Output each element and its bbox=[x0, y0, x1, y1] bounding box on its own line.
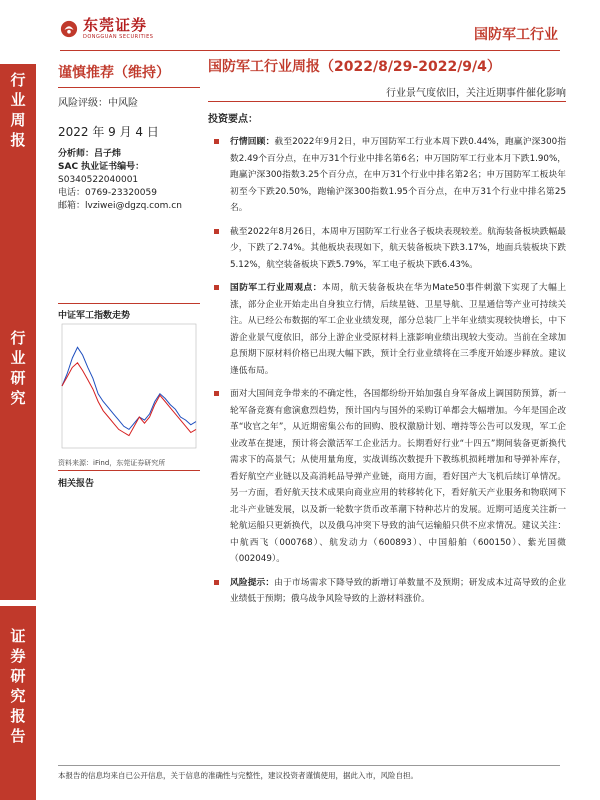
paragraph-text: 由于市场需求下降导致的新增订单数量不及预期；研发成本过高导致的企业业绩低于预期；俄乌战争风险导致的上游材料涨价。 bbox=[230, 577, 567, 604]
sidebar-char: 业 bbox=[10, 349, 26, 367]
key-points-heading: 投资要点： bbox=[208, 114, 258, 125]
chart-title: 中证军工指数走势 bbox=[58, 303, 200, 321]
subtitle-divider bbox=[208, 101, 566, 102]
bullet-icon bbox=[214, 139, 219, 144]
paragraph-weekly-view bbox=[208, 280, 566, 379]
sidebar-char: 究 bbox=[10, 389, 26, 407]
analyst-email: 邮箱：lvziwei@dgzq.com.cn bbox=[58, 201, 182, 211]
chart-series-line-1 bbox=[62, 363, 196, 436]
paragraph-lead: 风险提示： bbox=[230, 577, 275, 588]
sidebar-char: 报 bbox=[10, 131, 26, 149]
sidebar-char: 究 bbox=[10, 687, 26, 705]
index-trend-chart bbox=[58, 318, 200, 454]
related-reports-heading: 相关报告 bbox=[58, 479, 95, 489]
footer-divider bbox=[58, 765, 560, 766]
sidebar-char: 券 bbox=[10, 647, 26, 665]
chart-source: 资料来源：iFind，东莞证券研究所 bbox=[58, 459, 166, 467]
paragraph-text: 本周，航天装备板块在华为Mate50事件刺激下实现了大幅上涨，部分企业开始走出自身独立行情，后续星链、卫星导航、卫星通信等产业可持续关注。从已经公布数据的军工企业业绩发现，部分总装厂上半年业绩实现较快增长，中下游企业景气度依旧，部分上游企业受原材料上涨影响业绩出现较大变动。当前在全球加息预期下原材料价格已出现大幅下跌，预计全行业业绩将在三季度开始逐步释放。建议逢低布局。 bbox=[230, 283, 567, 376]
sidebar-section-research bbox=[0, 258, 36, 600]
risk-rating: 风险评级：中风险 bbox=[58, 98, 138, 109]
paragraph-risk bbox=[208, 575, 566, 608]
analyst-cert-number: S0340522040001 bbox=[58, 175, 139, 185]
sidebar-char: 告 bbox=[10, 727, 26, 745]
chart-series-line-0 bbox=[62, 347, 196, 429]
analyst-phone: 电话：0769-23320059 bbox=[58, 188, 157, 198]
analyst-info bbox=[58, 148, 200, 213]
report-title: 国防军工行业周报（2022/8/29-2022/9/4） bbox=[208, 59, 501, 75]
industry-label: 国防军工行业 bbox=[474, 27, 558, 43]
brand-logo-icon bbox=[60, 20, 78, 38]
sidebar-section-weekly bbox=[0, 64, 36, 258]
rating-row bbox=[58, 56, 200, 88]
sidebar-char: 周 bbox=[10, 111, 26, 129]
paragraph-lead: 国防军工行业周观点： bbox=[230, 283, 322, 293]
header-divider bbox=[60, 50, 560, 51]
sidebar-char: 行 bbox=[10, 71, 26, 89]
chart-source-divider bbox=[58, 470, 200, 471]
sidebar-char: 证 bbox=[10, 627, 26, 645]
sidebar-char: 报 bbox=[10, 707, 26, 725]
sidebar-char: 研 bbox=[10, 369, 26, 387]
sidebar-section-report bbox=[0, 606, 36, 800]
sidebar-char: 研 bbox=[10, 667, 26, 685]
page-header bbox=[0, 0, 600, 58]
paragraph-subsectors bbox=[208, 224, 566, 274]
paragraph-text: 截至2022年9月2日，申万国防军工行业本周下跌0.44%，跑赢沪深300指数2.49个百分点，在申万31个行业中排名第6名；申万国防军工行业本月下跌1.90%，跑赢沪深300指数3.25个百分点，在申万31个行业中排名第2名；申万国防军工板块年初至今下跌20.50%，跑输沪深300指数1.95个百分点，在申万31个行业中排名第25名。 bbox=[230, 137, 567, 213]
paragraph-text: 截至2022年8月26日，本周申万国防军工行业各子板块表现较差。航海装备板块跌幅最少，下跌了2.74%。其他板块表现如下，航天装备板块下跌3.17%，地面兵装板块下跌5.12%，航空装备板块下跌5.79%，军工电子板块下跌6.43%。 bbox=[230, 226, 566, 270]
sidebar-char: 行 bbox=[10, 329, 26, 347]
report-body bbox=[208, 134, 566, 615]
paragraph-lead: 行情回顾： bbox=[230, 137, 275, 147]
sidebar-char: 业 bbox=[10, 91, 26, 109]
brand-logo bbox=[60, 18, 153, 40]
paragraph-text: 面对大国间竞争带来的不确定性，各国都纷纷开始加强自身军备成上调国防预算，新一轮军备竞赛有愈演愈烈趋势，预计国内与国外的采购订单都会大幅增加。今年是国企改革“收官之年”，从近期密集公布的回购、股权激励计划、增持等公告可以发现，军工企业改革在提速，预计将会激活军工企业活力。长期看好行业“十四五”期间装备更新换代需求下的高景气；从使用量角度，实战训练次数提升下教练机损耗增加和导弹补库存，看好航空产业链以及高消耗品导弹产业链，商用方面，看好国产大飞机后续订单情况。另一方面，看好航天技术成果向商业应用的转移转化下，看好航天产业服务和物联网下北斗产业链发展，以及新一轮数字货币改革潮下特种芯片的发展。近期可适度关注新一轮航运船只更新换代，以及俄乌冲突下导致的油气运输船只供不应求情况。建议关注：中航西飞（000768）、航发动力（600893）、中国船舶（600150）、紫光国微（002049）。 bbox=[230, 389, 566, 564]
paragraph-market-review bbox=[208, 134, 566, 217]
bullet-icon bbox=[214, 229, 219, 234]
report-subtitle: 行业景气度依旧，关注近期事件催化影响 bbox=[386, 88, 566, 99]
report-date: 2022 年 9 月 4 日 bbox=[58, 125, 159, 139]
bullet-icon bbox=[214, 580, 219, 585]
brand-name: 东莞证券 bbox=[83, 16, 148, 34]
left-column bbox=[58, 56, 200, 213]
footer-disclaimer: 本报告的信息均来自已公开信息，关于信息的准确性与完整性，建议投资者谨慎使用，据此入市，风险自担。 bbox=[58, 771, 418, 780]
analyst-name: 分析师：吕子炜 bbox=[58, 149, 122, 159]
paragraph-outlook bbox=[208, 386, 566, 568]
bullet-icon bbox=[214, 391, 219, 396]
brand-name-en: DONGGUAN SECURITIES bbox=[83, 34, 154, 40]
analyst-cert-label: SAC 执业证书编号： bbox=[58, 162, 145, 172]
bullet-icon bbox=[214, 285, 219, 290]
rating: 谨慎推荐（维持） bbox=[58, 65, 170, 81]
